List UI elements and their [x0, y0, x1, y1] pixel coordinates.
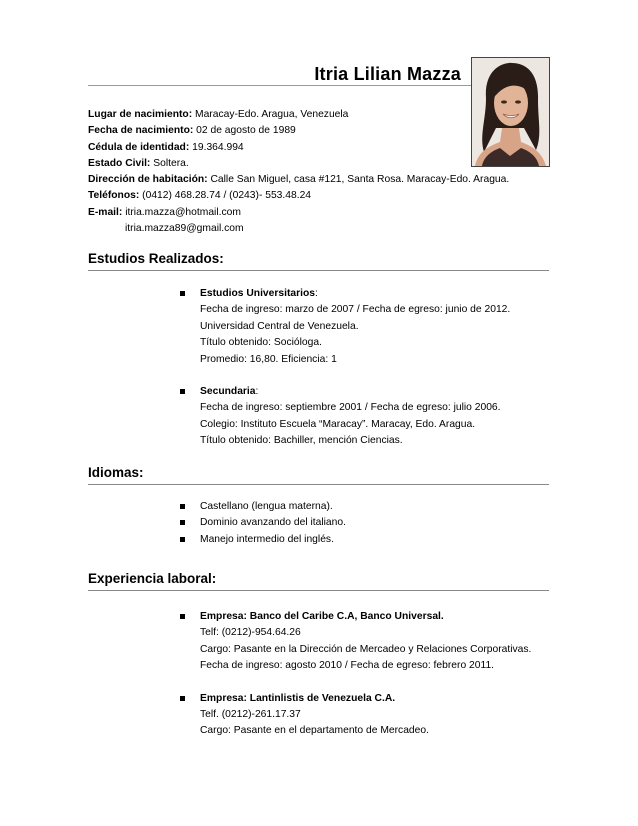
- bullet-icon: [180, 389, 185, 394]
- personal-row-phones: Teléfonos: (0412) 468.28.74 / (0243)- 553.48.24: [88, 190, 312, 202]
- profile-photo: [471, 57, 550, 167]
- personal-row-id: Cédula de identidad: 19.364.994: [88, 141, 244, 153]
- section-title-experience: Experiencia laboral:: [88, 571, 217, 586]
- experience-list: [178, 609, 558, 740]
- studies-list: [178, 286, 558, 450]
- list-item: Estudios Universitarios: Fecha de ingreso: marzo de 2007 / Fecha de egreso: junio de 2012. Universidad Central de Venezuela. Título obtenido: Socióloga. Promedio: 16,80. Eficiencia: 1: [178, 286, 558, 368]
- list-item: Dominio avanzando del italiano.: [178, 515, 558, 531]
- section-divider-studies: [88, 270, 549, 271]
- personal-info: [88, 107, 510, 237]
- section-divider-experience: [88, 590, 549, 591]
- bullet-icon: [180, 614, 185, 619]
- personal-row-email: E-mail: itria.mazza@hotmail.com: [88, 206, 241, 218]
- bullet-icon: [180, 696, 185, 701]
- candidate-name: Itria Lilian Mazza: [314, 64, 461, 84]
- list-item: Secundaria: Fecha de ingreso: septiembre 2001 / Fecha de egreso: julio 2006. Colegio: Instituto Escuela “Maracay”. Maracay, Edo. Aragua. Título obtenido: Bachiller, mención Ciencias.: [178, 384, 558, 450]
- bullet-icon: [180, 537, 185, 542]
- list-item: Castellano (lengua materna).: [178, 499, 558, 515]
- section-title-studies: Estudios Realizados:: [88, 251, 224, 266]
- personal-row-address: Dirección de habitación: Calle San Miguel, casa #121, Santa Rosa. Maracay-Edo. Aragua.: [88, 174, 510, 186]
- personal-row-birthdate: Fecha de nacimiento: 02 de agosto de 1989: [88, 125, 296, 137]
- bullet-icon: [180, 520, 185, 525]
- bullet-icon: [180, 291, 185, 296]
- personal-row-civil-status: Estado Civil: Soltera.: [88, 157, 189, 169]
- languages-list: [178, 499, 558, 548]
- list-item: Manejo intermedio del inglés.: [178, 532, 558, 548]
- list-item: Empresa: Banco del Caribe C.A, Banco Universal. Telf: (0212)-954.64.26 Cargo: Pasante en la Dirección de Mercadeo y Relaciones Corporativas. Fecha de ingreso: agosto 2010 / Fecha de egreso: febrero 2011.: [178, 609, 558, 675]
- section-title-languages: Idiomas:: [88, 465, 144, 480]
- section-divider-languages: [88, 484, 549, 485]
- bullet-icon: [180, 504, 185, 509]
- personal-row-birthplace: Lugar de nacimiento: Maracay-Edo. Aragua, Venezuela: [88, 109, 349, 120]
- list-item: Empresa: Lantinlistis de Venezuela C.A. Telf. (0212)-261.17.37 Cargo: Pasante en el departamento de Mercadeo.: [178, 691, 558, 740]
- personal-row-email-secondary: itria.mazza89@gmail.com: [125, 223, 244, 235]
